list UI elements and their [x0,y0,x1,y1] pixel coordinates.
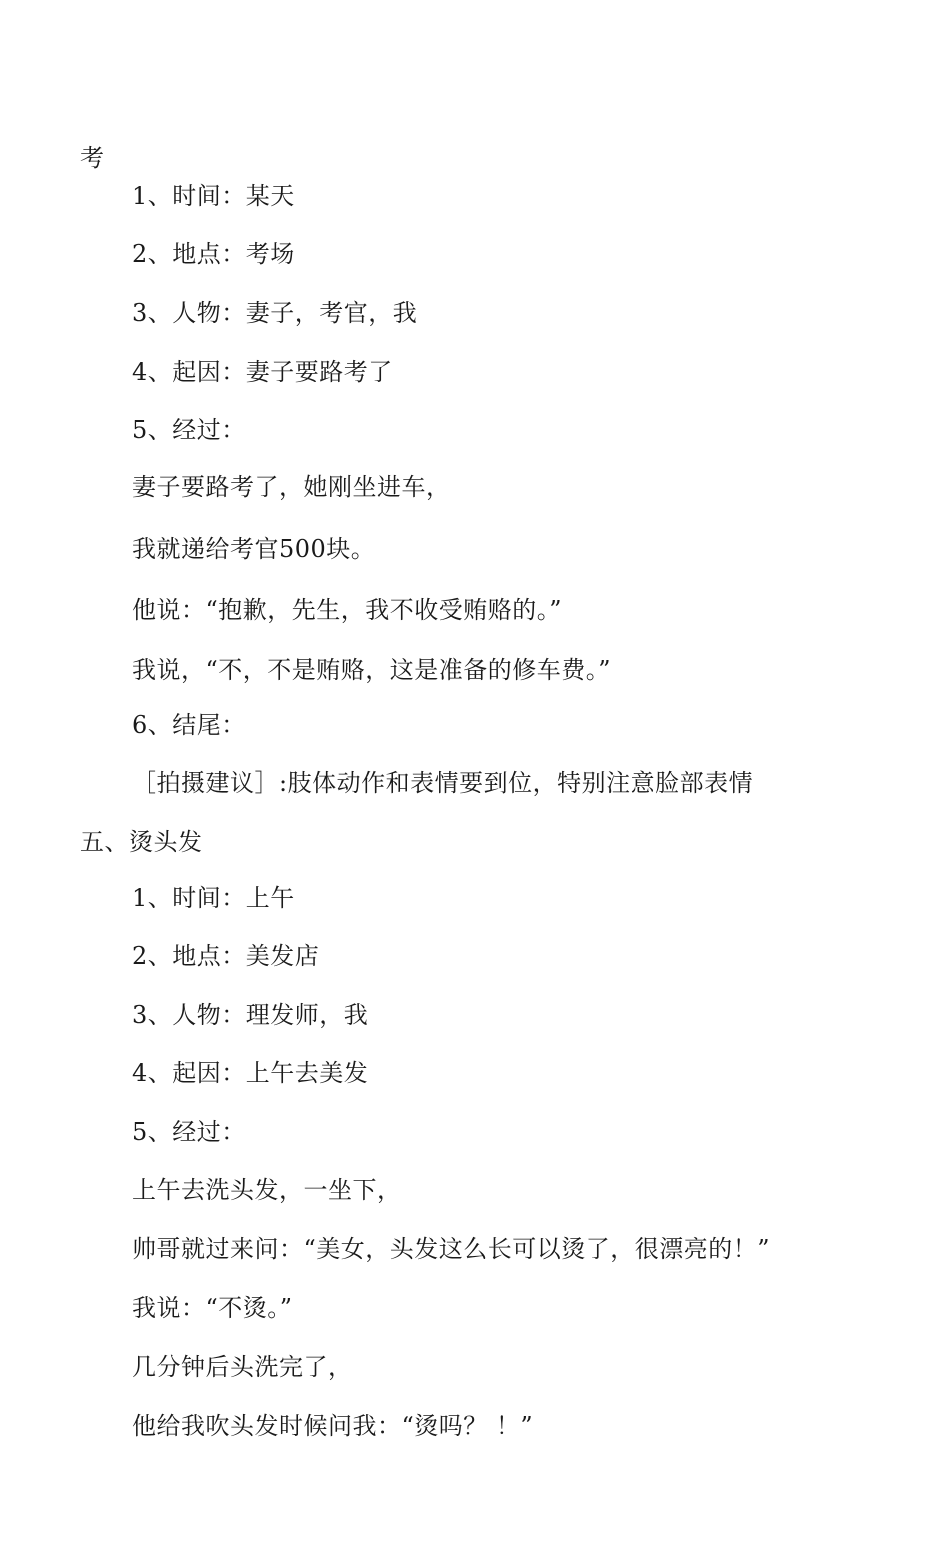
text-line: 我说：“不烫。” [132,1294,293,1322]
text-line: 上午去洗头发，一坐下， [132,1176,402,1204]
text-line: 5、经过： [132,1118,246,1146]
text-line: 2、地点：美发店 [132,942,320,970]
text-line: 1、时间：某天 [132,182,295,210]
text-line: 几分钟后头洗完了， [132,1353,353,1381]
text-line: 4、起因：妻子要路考了 [132,358,393,386]
text-line: 考 [80,144,105,172]
text-line: 1、时间：上午 [132,884,295,912]
text-line: 帅哥就过来问：“美女，头发这么长可以烫了，很漂亮的！” [132,1235,771,1263]
text-line: 4、起因：上午去美发 [132,1059,369,1087]
text-line: ［拍摄建议］:肢体动作和表情要到位，特别注意脸部表情 [132,769,754,797]
text-line: 3、人物：理发师，我 [132,1001,369,1029]
text-line: 我就递给考官500块。 [132,535,376,563]
text-line: 3、人物：妻子，考官，我 [132,299,418,327]
text-line: 他给我吹头发时候问我：“烫吗？ ！” [132,1412,534,1440]
section-heading: 五、烫头发 [80,828,203,856]
text-line: 2、地点：考场 [132,240,295,268]
text-line: 5、经过： [132,416,246,444]
text-line: 他说：“抱歉，先生，我不收受贿赂的。” [132,596,563,624]
text-line: 我说，“不，不是贿赂，这是准备的修车费。” [132,656,612,684]
text-line: 妻子要路考了，她刚坐进车， [132,473,451,501]
text-line: 6、结尾： [132,711,246,739]
